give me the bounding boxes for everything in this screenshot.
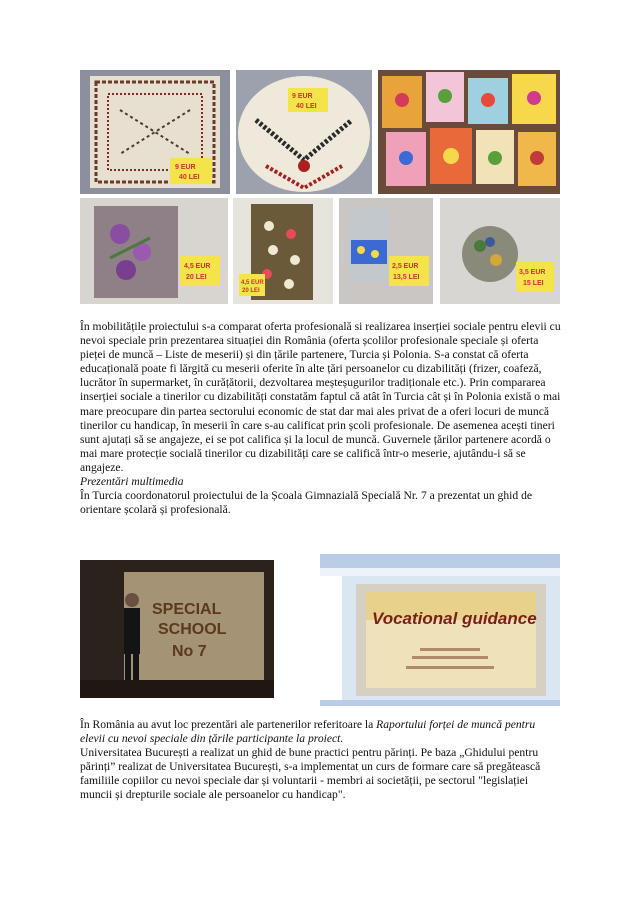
text-block-1	[80, 320, 562, 517]
price-lei-beaded: 20 LEI	[242, 288, 260, 294]
photo-tablecloth	[80, 70, 230, 194]
price-eur-jar: 2,5 EUR	[392, 263, 419, 270]
slide-title: Vocational guidance	[372, 609, 537, 628]
price-lei-jar: 13,5 LEI	[393, 274, 420, 281]
paragraph-university: Universitatea București a realizat un ghid de bune practici pentru părinți. Pe baza „Ghidului pentru părinți” realizat de Universitatea București, s-a implementat un curs de formare care să pregătească familiile copiilor cu nevoi speciale dar și voluntarii - membri ai societății, pe sectorul "legislației muncii și drepturile sociale ale persoanelor cu handicap".	[80, 746, 541, 802]
heading-multimedia: Prezentări multimedia	[80, 475, 184, 489]
romania-intro: În România au avut loc prezentări ale partenerilor referitoare la	[80, 718, 377, 731]
screen-line-3: No 7	[172, 643, 207, 660]
photo-presentation-room	[80, 560, 274, 698]
photo-decorated-jar	[339, 198, 433, 304]
photo-greeting-cards	[378, 70, 560, 194]
paragraph-turkey: În Turcia coordonatorul proiectului de la Școala Gimnazială Specială Nr. 7 a prezentat un ghid de orientare școlară și profesională.	[80, 489, 533, 517]
screen-line-2: SCHOOL	[158, 621, 227, 638]
photo-woven-mat	[80, 198, 228, 304]
price-lei-tablecloth: 40 LEI	[179, 174, 200, 181]
photo-beaded-panel	[233, 198, 333, 304]
price-eur-tablecloth: 9 EUR	[175, 164, 196, 171]
photo-decorated-bowl	[440, 198, 560, 304]
paragraph-romania	[80, 718, 562, 746]
text-block-2	[80, 718, 562, 803]
screen-line-1: SPECIAL	[152, 601, 222, 618]
price-lei-mat: 20 LEI	[186, 274, 207, 281]
photo-vocational-slide	[320, 554, 560, 706]
romania-report-title: Raportului forței de muncă pentru elevii cu nevoi speciale din țările participante la proiect.	[80, 718, 536, 746]
price-eur-bowl: 3,5 EUR	[519, 269, 546, 276]
price-eur-mat: 4,5 EUR	[184, 263, 211, 270]
price-lei-bowl: 15 LEI	[523, 280, 544, 287]
photo-embroidered-cloth	[236, 70, 372, 194]
price-lei-embroidered: 40 LEI	[296, 103, 317, 110]
paragraph-mobilities: În mobilitățile proiectului s-a comparat oferta profesională si realizarea inserției sociale pentru elevii cu nevoi speciale prin prezentarea situației din România (oferta școlilor profesionale speciale și oferta pieței de muncă – Liste de meserii) și din țările partenere, Turcia și Polonia. S-a constat că oferta educațională poate fi lărgită cu meserii oferite în alte țări persoanelor cu dizabilități (frizer, coafeză, lucrător în supermarket, în curățătorii, dezvoltarea meșteșugurilor tradiționale etc.). Prin compararea inserției sociale a tinerilor cu dizabilități constatăm faptul că atât în Turcia cât și în Polonia există o mai mare preocupare din partea sectorului economic de stat dar mai ales privat de a oferi locuri de muncă tinerilor cu handicap, în meserii în care s-au calificat prin școli profesionale. De asemenea acești tineri sunt ajutați să se angajeze, ei se pot califica și la locul de muncă. Guvernele țărilor partenere acordă o mai mare protecție socială tinerilor cu dizabilități care se califică într-o meserie, ajutându-i să se angajeze.	[80, 320, 561, 474]
price-eur-embroidered: 9 EUR	[292, 93, 313, 100]
price-eur-beaded: 4,5 EUR	[241, 280, 264, 286]
